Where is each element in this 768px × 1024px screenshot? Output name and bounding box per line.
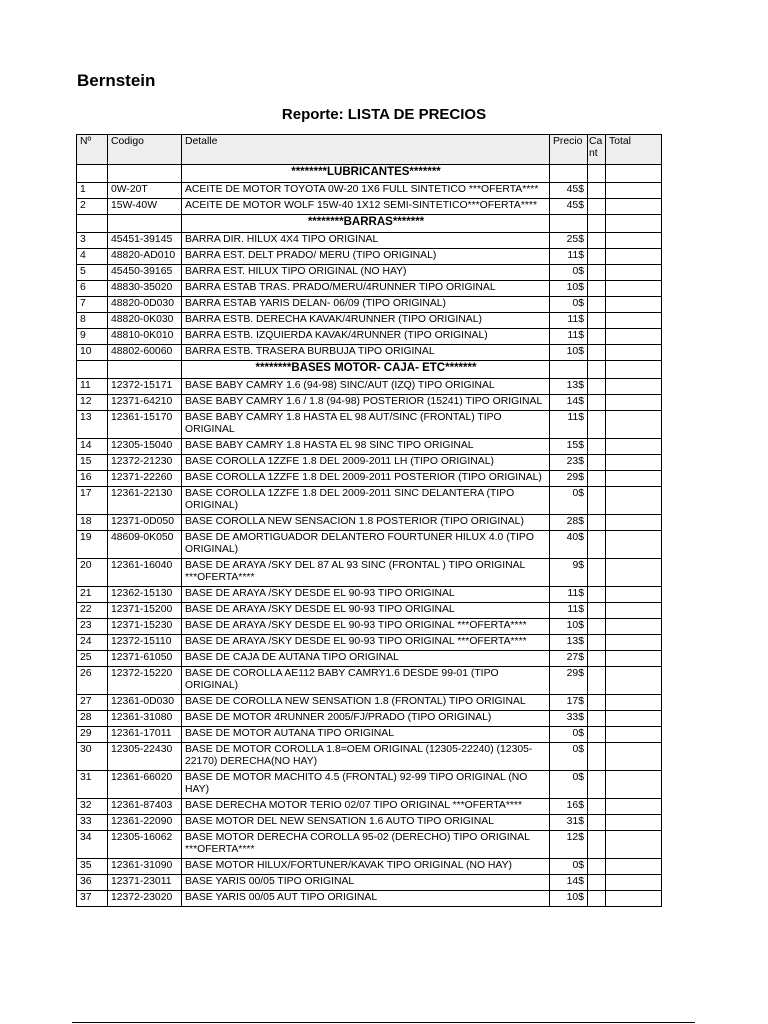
item-number: 33 — [77, 815, 108, 831]
table-row — [77, 471, 662, 487]
table-row — [77, 831, 662, 859]
item-number: 34 — [77, 831, 108, 859]
item-price: 13$ — [550, 379, 588, 395]
item-code: 12372-21230 — [108, 455, 182, 471]
item-number: 30 — [77, 743, 108, 771]
item-detail: BASE MOTOR DEL NEW SENSATION 1.6 AUTO TIPO ORIGINAL — [182, 815, 550, 831]
item-code: 12371-0D050 — [108, 515, 182, 531]
item-total — [606, 635, 662, 651]
table-row — [77, 199, 662, 215]
table-row — [77, 695, 662, 711]
table-row — [77, 233, 662, 249]
section-price-cell — [550, 215, 588, 233]
column-header-total: Total — [606, 135, 662, 165]
item-code: 48820-AD010 — [108, 249, 182, 265]
item-total — [606, 831, 662, 859]
item-quantity — [588, 603, 606, 619]
item-price: 11$ — [550, 329, 588, 345]
item-code: 12371-22260 — [108, 471, 182, 487]
item-number: 10 — [77, 345, 108, 361]
table-row — [77, 651, 662, 667]
item-total — [606, 471, 662, 487]
item-detail: BASE COROLLA 1ZZFE 1.8 DEL 2009-2011 SINC DELANTERA (TIPO ORIGINAL) — [182, 487, 550, 515]
item-number: 4 — [77, 249, 108, 265]
item-quantity — [588, 249, 606, 265]
section-total-cell — [606, 165, 662, 183]
item-code: 12361-16040 — [108, 559, 182, 587]
section-code-cell — [108, 361, 182, 379]
table-row — [77, 183, 662, 199]
item-price: 0$ — [550, 743, 588, 771]
item-total — [606, 799, 662, 815]
item-number: 31 — [77, 771, 108, 799]
item-price: 11$ — [550, 603, 588, 619]
item-detail: BASE BABY CAMRY 1.6 (94-98) SINC/AUT (IZQ) TIPO ORIGINAL — [182, 379, 550, 395]
item-code: 12371-15230 — [108, 619, 182, 635]
item-detail: BASE COROLLA 1ZZFE 1.8 DEL 2009-2011 POSTERIOR (TIPO ORIGINAL) — [182, 471, 550, 487]
item-quantity — [588, 771, 606, 799]
table-row — [77, 635, 662, 651]
item-detail: BASE BABY CAMRY 1.6 / 1.8 (94-98) POSTERIOR (15241) TIPO ORIGINAL — [182, 395, 550, 411]
item-detail: BASE DERECHA MOTOR TERIO 02/07 TIPO ORIGINAL ***OFERTA**** — [182, 799, 550, 815]
item-detail: BASE COROLLA NEW SENSACION 1.8 POSTERIOR (TIPO ORIGINAL) — [182, 515, 550, 531]
table-row — [77, 313, 662, 329]
item-price: 14$ — [550, 395, 588, 411]
item-number: 29 — [77, 727, 108, 743]
item-quantity — [588, 199, 606, 215]
table-row — [77, 439, 662, 455]
item-quantity — [588, 183, 606, 199]
item-total — [606, 183, 662, 199]
table-row — [77, 345, 662, 361]
item-price: 29$ — [550, 667, 588, 695]
table-row — [77, 603, 662, 619]
item-number: 16 — [77, 471, 108, 487]
item-detail: BASE DE MOTOR COROLLA 1.8=OEM ORIGINAL (12305-22240) (12305-22170) DERECHA(NO HAY) — [182, 743, 550, 771]
item-number: 1 — [77, 183, 108, 199]
item-code: 48802-60060 — [108, 345, 182, 361]
item-quantity — [588, 439, 606, 455]
item-detail: BASE DE COROLLA AE112 BABY CAMRY1.6 DESDE 99-01 (TIPO ORIGINAL) — [182, 667, 550, 695]
item-total — [606, 743, 662, 771]
table-body — [77, 165, 662, 907]
item-price: 10$ — [550, 619, 588, 635]
item-number: 2 — [77, 199, 108, 215]
section-title: ********BASES MOTOR- CAJA- ETC******* — [182, 361, 550, 379]
item-code: 0W-20T — [108, 183, 182, 199]
section-header-row — [77, 361, 662, 379]
section-number-cell — [77, 165, 108, 183]
item-total — [606, 651, 662, 667]
item-number: 36 — [77, 875, 108, 891]
item-detail: BARRA ESTB. IZQUIERDA KAVAK/4RUNNER (TIPO ORIGINAL) — [182, 329, 550, 345]
item-detail: BASE DE MOTOR 4RUNNER 2005/FJ/PRADO (TIPO ORIGINAL) — [182, 711, 550, 727]
item-price: 12$ — [550, 831, 588, 859]
item-price: 29$ — [550, 471, 588, 487]
item-detail: BASE MOTOR HILUX/FORTUNER/KAVAK TIPO ORIGINAL (NO HAY) — [182, 859, 550, 875]
item-total — [606, 891, 662, 907]
item-price: 9$ — [550, 559, 588, 587]
item-quantity — [588, 455, 606, 471]
item-number: 21 — [77, 587, 108, 603]
table-row — [77, 379, 662, 395]
item-number: 25 — [77, 651, 108, 667]
item-price: 23$ — [550, 455, 588, 471]
section-price-cell — [550, 361, 588, 379]
item-detail: BARRA EST. HILUX TIPO ORIGINAL (NO HAY) — [182, 265, 550, 281]
item-number: 19 — [77, 531, 108, 559]
item-detail: BASE DE ARAYA /SKY DEL 87 AL 93 SINC (FRONTAL ) TIPO ORIGINAL ***OFERTA**** — [182, 559, 550, 587]
table-row — [77, 487, 662, 515]
item-detail: BASE DE MOTOR AUTANA TIPO ORIGINAL — [182, 727, 550, 743]
item-total — [606, 603, 662, 619]
item-detail: BASE DE COROLLA NEW SENSATION 1.8 (FRONTAL) TIPO ORIGINAL — [182, 695, 550, 711]
item-number: 32 — [77, 799, 108, 815]
item-detail: BASE DE ARAYA /SKY DESDE EL 90-93 TIPO ORIGINAL — [182, 587, 550, 603]
item-code: 12361-87403 — [108, 799, 182, 815]
item-total — [606, 815, 662, 831]
item-total — [606, 875, 662, 891]
item-code: 48820-0D030 — [108, 297, 182, 313]
item-quantity — [588, 815, 606, 831]
item-quantity — [588, 743, 606, 771]
item-quantity — [588, 297, 606, 313]
item-code: 12362-15130 — [108, 587, 182, 603]
item-quantity — [588, 559, 606, 587]
item-price: 45$ — [550, 199, 588, 215]
item-number: 9 — [77, 329, 108, 345]
item-number: 35 — [77, 859, 108, 875]
item-price: 27$ — [550, 651, 588, 667]
table-row — [77, 875, 662, 891]
item-code: 12372-23020 — [108, 891, 182, 907]
item-price: 10$ — [550, 345, 588, 361]
item-total — [606, 859, 662, 875]
item-code: 12361-15170 — [108, 411, 182, 439]
item-code: 15W-40W — [108, 199, 182, 215]
table-row — [77, 411, 662, 439]
item-code: 12361-22090 — [108, 815, 182, 831]
item-detail: BASE YARIS 00/05 TIPO ORIGINAL — [182, 875, 550, 891]
item-detail: BASE DE ARAYA /SKY DESDE EL 90-93 TIPO ORIGINAL ***OFERTA**** — [182, 619, 550, 635]
item-quantity — [588, 345, 606, 361]
item-code: 12371-23011 — [108, 875, 182, 891]
table-row — [77, 297, 662, 313]
section-number-cell — [77, 215, 108, 233]
item-quantity — [588, 233, 606, 249]
footer-divider — [72, 1022, 695, 1023]
item-code: 48830-35020 — [108, 281, 182, 297]
item-quantity — [588, 379, 606, 395]
item-total — [606, 233, 662, 249]
item-price: 40$ — [550, 531, 588, 559]
section-price-cell — [550, 165, 588, 183]
item-detail: BARRA ESTB. DERECHA KAVAK/4RUNNER (TIPO ORIGINAL) — [182, 313, 550, 329]
item-quantity — [588, 711, 606, 727]
item-price: 0$ — [550, 727, 588, 743]
item-detail: BARRA DIR. HILUX 4X4 TIPO ORIGINAL — [182, 233, 550, 249]
section-header-row — [77, 165, 662, 183]
item-code: 12305-16062 — [108, 831, 182, 859]
item-quantity — [588, 891, 606, 907]
item-quantity — [588, 515, 606, 531]
item-number: 11 — [77, 379, 108, 395]
item-detail: ACEITE DE MOTOR TOYOTA 0W-20 1X6 FULL SINTETICO ***OFERTA**** — [182, 183, 550, 199]
item-code: 48820-0K030 — [108, 313, 182, 329]
item-code: 12372-15110 — [108, 635, 182, 651]
item-code: 12371-64210 — [108, 395, 182, 411]
item-code: 12371-15200 — [108, 603, 182, 619]
item-price: 14$ — [550, 875, 588, 891]
item-total — [606, 199, 662, 215]
item-quantity — [588, 313, 606, 329]
item-quantity — [588, 265, 606, 281]
item-total — [606, 297, 662, 313]
item-detail: BASE BABY CAMRY 1.8 HASTA EL 98 AUT/SINC (FRONTAL) TIPO ORIGINAL — [182, 411, 550, 439]
item-price: 28$ — [550, 515, 588, 531]
item-quantity — [588, 487, 606, 515]
table-row — [77, 743, 662, 771]
item-quantity — [588, 635, 606, 651]
item-number: 28 — [77, 711, 108, 727]
item-quantity — [588, 727, 606, 743]
section-total-cell — [606, 361, 662, 379]
item-price: 31$ — [550, 815, 588, 831]
section-header-row — [77, 215, 662, 233]
item-total — [606, 281, 662, 297]
item-quantity — [588, 281, 606, 297]
section-quantity-cell — [588, 215, 606, 233]
item-quantity — [588, 531, 606, 559]
item-quantity — [588, 329, 606, 345]
item-code: 45450-39165 — [108, 265, 182, 281]
item-quantity — [588, 395, 606, 411]
item-total — [606, 695, 662, 711]
item-total — [606, 711, 662, 727]
column-header-number: Nº — [77, 135, 108, 165]
item-total — [606, 439, 662, 455]
item-code: 45451-39145 — [108, 233, 182, 249]
table-row — [77, 799, 662, 815]
table-row — [77, 515, 662, 531]
item-price: 10$ — [550, 281, 588, 297]
item-price: 15$ — [550, 439, 588, 455]
item-total — [606, 345, 662, 361]
table-row — [77, 249, 662, 265]
item-code: 12372-15171 — [108, 379, 182, 395]
item-code: 12372-15220 — [108, 667, 182, 695]
item-code: 12361-66020 — [108, 771, 182, 799]
item-code: 12305-22430 — [108, 743, 182, 771]
item-number: 37 — [77, 891, 108, 907]
item-detail: BASE DE ARAYA /SKY DESDE EL 90-93 TIPO ORIGINAL ***OFERTA**** — [182, 635, 550, 651]
item-detail: BASE YARIS 00/05 AUT TIPO ORIGINAL — [182, 891, 550, 907]
item-detail: BARRA ESTB. TRASERA BURBUJA TIPO ORIGINAL — [182, 345, 550, 361]
item-number: 23 — [77, 619, 108, 635]
item-quantity — [588, 859, 606, 875]
item-detail: BASE DE CAJA DE AUTANA TIPO ORIGINAL — [182, 651, 550, 667]
item-code: 12361-0D030 — [108, 695, 182, 711]
item-price: 17$ — [550, 695, 588, 711]
section-quantity-cell — [588, 165, 606, 183]
column-header-price: Precio — [550, 135, 588, 165]
item-detail: BASE BABY CAMRY 1.8 HASTA EL 98 SINC TIPO ORIGINAL — [182, 439, 550, 455]
item-number: 8 — [77, 313, 108, 329]
item-detail: BARRA ESTAB TRAS. PRADO/MERU/4RUNNER TIPO ORIGINAL — [182, 281, 550, 297]
item-quantity — [588, 695, 606, 711]
company-name: Bernstein — [77, 71, 156, 90]
item-number: 12 — [77, 395, 108, 411]
item-number: 5 — [77, 265, 108, 281]
item-price: 11$ — [550, 313, 588, 329]
item-number: 22 — [77, 603, 108, 619]
section-number-cell — [77, 361, 108, 379]
item-total — [606, 515, 662, 531]
table-row — [77, 859, 662, 875]
section-total-cell — [606, 215, 662, 233]
item-detail: BASE MOTOR DERECHA COROLLA 95-02 (DERECHO) TIPO ORIGINAL ***OFERTA**** — [182, 831, 550, 859]
item-code: 12305-15040 — [108, 439, 182, 455]
item-number: 20 — [77, 559, 108, 587]
item-number: 7 — [77, 297, 108, 313]
item-detail: BASE COROLLA 1ZZFE 1.8 DEL 2009-2011 LH (TIPO ORIGINAL) — [182, 455, 550, 471]
item-detail: BARRA ESTAB YARIS DELAN- 06/09 (TIPO ORIGINAL) — [182, 297, 550, 313]
item-quantity — [588, 667, 606, 695]
item-total — [606, 329, 662, 345]
item-price: 0$ — [550, 297, 588, 313]
column-header-quantity: Cant — [588, 135, 606, 165]
item-number: 13 — [77, 411, 108, 439]
item-price: 16$ — [550, 799, 588, 815]
item-total — [606, 771, 662, 799]
table-row — [77, 395, 662, 411]
item-price: 25$ — [550, 233, 588, 249]
section-quantity-cell — [588, 361, 606, 379]
table-row — [77, 587, 662, 603]
item-number: 17 — [77, 487, 108, 515]
item-quantity — [588, 471, 606, 487]
item-total — [606, 455, 662, 471]
table-row — [77, 711, 662, 727]
table-header-row — [77, 135, 662, 165]
item-quantity — [588, 875, 606, 891]
item-number: 24 — [77, 635, 108, 651]
table-row — [77, 329, 662, 345]
item-quantity — [588, 619, 606, 635]
table-row — [77, 265, 662, 281]
item-quantity — [588, 587, 606, 603]
item-code: 12361-22130 — [108, 487, 182, 515]
section-title: ********LUBRICANTES******* — [182, 165, 550, 183]
item-price: 0$ — [550, 487, 588, 515]
item-code: 12361-17011 — [108, 727, 182, 743]
table-row — [77, 531, 662, 559]
item-total — [606, 587, 662, 603]
item-total — [606, 411, 662, 439]
column-header-detail: Detalle — [182, 135, 550, 165]
item-total — [606, 249, 662, 265]
column-header-code: Codigo — [108, 135, 182, 165]
table-row — [77, 455, 662, 471]
item-code: 12371-61050 — [108, 651, 182, 667]
item-code: 12361-31090 — [108, 859, 182, 875]
item-price: 0$ — [550, 771, 588, 799]
item-total — [606, 531, 662, 559]
table-row — [77, 667, 662, 695]
item-price: 10$ — [550, 891, 588, 907]
item-quantity — [588, 411, 606, 439]
item-quantity — [588, 651, 606, 667]
table-row — [77, 727, 662, 743]
item-number: 27 — [77, 695, 108, 711]
item-code: 12361-31080 — [108, 711, 182, 727]
table-row — [77, 815, 662, 831]
item-total — [606, 619, 662, 635]
item-total — [606, 313, 662, 329]
item-number: 6 — [77, 281, 108, 297]
item-number: 15 — [77, 455, 108, 471]
item-price: 11$ — [550, 411, 588, 439]
item-price: 33$ — [550, 711, 588, 727]
item-detail: BASE DE ARAYA /SKY DESDE EL 90-93 TIPO ORIGINAL — [182, 603, 550, 619]
item-price: 0$ — [550, 265, 588, 281]
item-price: 11$ — [550, 587, 588, 603]
item-total — [606, 487, 662, 515]
item-total — [606, 667, 662, 695]
item-total — [606, 265, 662, 281]
item-number: 18 — [77, 515, 108, 531]
item-number: 26 — [77, 667, 108, 695]
item-total — [606, 727, 662, 743]
item-detail: BARRA EST. DELT PRADO/ MERU (TIPO ORIGINAL) — [182, 249, 550, 265]
item-number: 3 — [77, 233, 108, 249]
item-total — [606, 559, 662, 587]
item-quantity — [588, 799, 606, 815]
table-row — [77, 771, 662, 799]
table-row — [77, 281, 662, 297]
item-code: 48810-0K010 — [108, 329, 182, 345]
item-price: 0$ — [550, 859, 588, 875]
section-title: ********BARRAS******* — [182, 215, 550, 233]
table-row — [77, 891, 662, 907]
item-total — [606, 379, 662, 395]
item-detail: BASE DE AMORTIGUADOR DELANTERO FOURTUNER HILUX 4.0 (TIPO ORIGINAL) — [182, 531, 550, 559]
price-list-table — [76, 134, 662, 907]
item-price: 45$ — [550, 183, 588, 199]
item-detail: BASE DE MOTOR MACHITO 4.5 (FRONTAL) 92-99 TIPO ORIGINAL (NO HAY) — [182, 771, 550, 799]
item-total — [606, 395, 662, 411]
table-row — [77, 619, 662, 635]
section-code-cell — [108, 165, 182, 183]
item-code: 48609-0K050 — [108, 531, 182, 559]
section-code-cell — [108, 215, 182, 233]
item-price: 13$ — [550, 635, 588, 651]
report-title: Reporte: LISTA DE PRECIOS — [281, 106, 487, 123]
item-price: 11$ — [550, 249, 588, 265]
item-detail: ACEITE DE MOTOR WOLF 15W-40 1X12 SEMI-SINTETICO***OFERTA**** — [182, 199, 550, 215]
item-number: 14 — [77, 439, 108, 455]
item-quantity — [588, 831, 606, 859]
table-row — [77, 559, 662, 587]
